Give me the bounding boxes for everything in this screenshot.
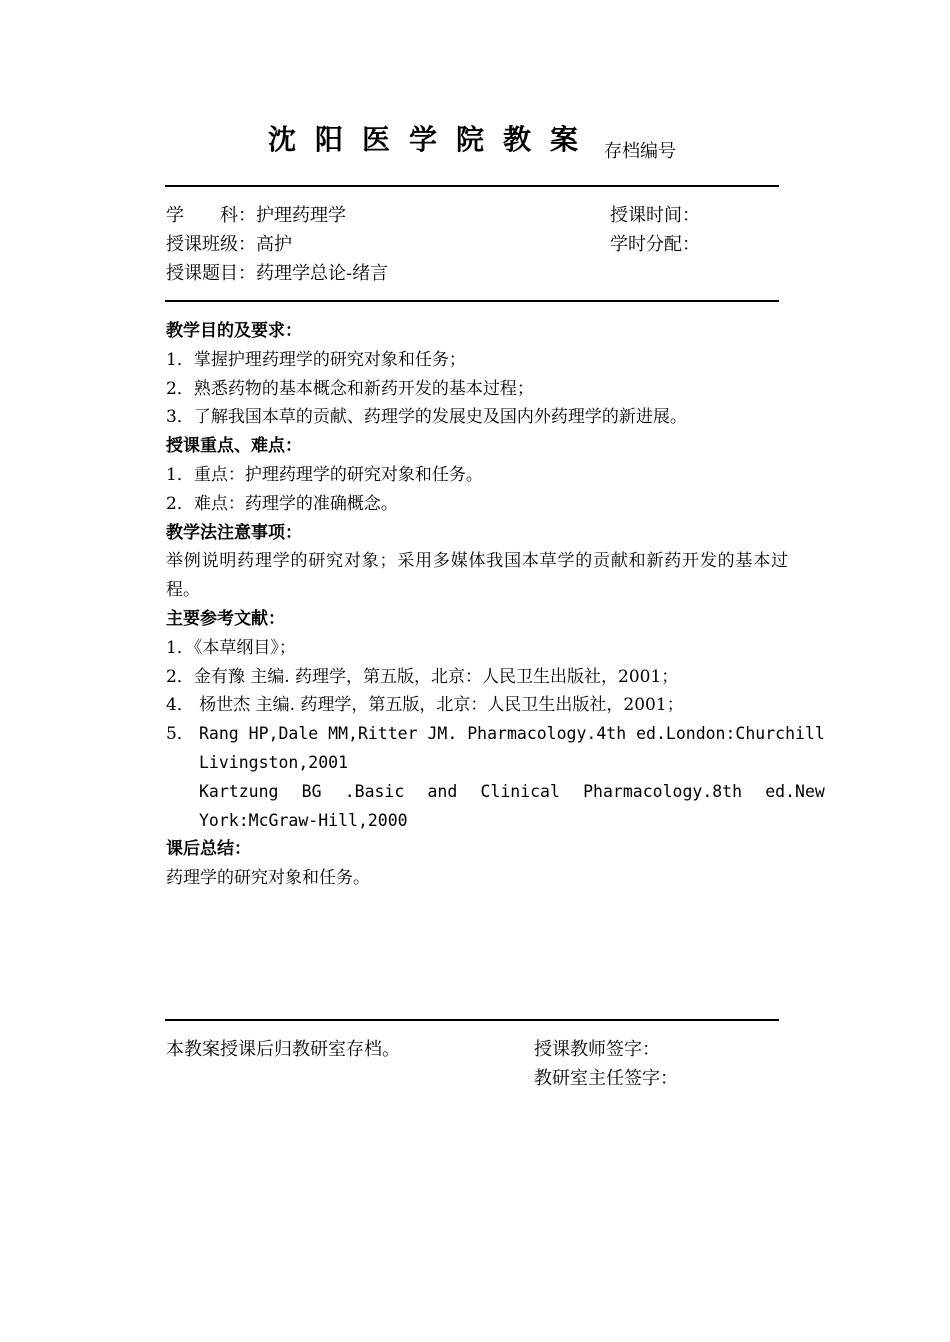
topic-label: 授课题目： (166, 263, 256, 284)
keypoints-heading: 授课重点、难点： (166, 436, 302, 457)
reference-item: 1．《本草纲目》； (166, 637, 296, 658)
reference-english-body (199, 720, 825, 835)
top-divider (165, 185, 779, 187)
references-heading: 主要参考文献： (166, 608, 285, 629)
teacher-signature-label: 授课教师签字： (534, 1039, 660, 1060)
objectives-heading: 教学目的及要求： (166, 321, 302, 341)
director-signature-label: 教研室主任签字： (534, 1068, 678, 1089)
reference-line: York:McGraw-Hill,2000 (199, 810, 408, 830)
keypoint-item: 1．重点：护理药理学的研究对象和任务。 (166, 464, 483, 485)
archive-note: 本教案授课后归教研室存档。 (166, 1039, 400, 1060)
class-row (166, 231, 292, 259)
summary-text: 药理学的研究对象和任务。 (166, 868, 370, 889)
time-label: 授课时间： (610, 205, 700, 226)
keypoint-item: 2．难点：药理学的准确概念。 (166, 493, 398, 514)
document-title: 沈阳医学院教案 (268, 123, 598, 156)
header-divider (165, 300, 779, 302)
class-value: 高护 (256, 234, 292, 255)
lesson-content (166, 317, 825, 893)
class-label: 授课班级： (166, 234, 256, 255)
objective-item: 2．熟悉药物的基本概念和新药开发的基本过程； (166, 378, 534, 399)
topic-row (166, 260, 388, 288)
reference-line: Rang HP,Dale MM,Ritter JM. Pharmacology.4th ed.London:Churchill (199, 724, 825, 744)
subject-value: 护理药理学 (256, 205, 346, 226)
topic-value: 药理学总论-绪言 (256, 263, 389, 284)
method-text: 举例说明药理学的研究对象；采用多媒体我国本草学的贡献和新药开发的基本过程。 (166, 551, 788, 601)
hours-label: 学时分配： (610, 234, 700, 255)
subject-label: 学 科： (166, 205, 256, 226)
reference-item: 2．金有豫 主编. 药理学，第五版，北京：人民卫生出版社，2001； (166, 666, 679, 687)
archive-number-label: 存档编号 (604, 141, 676, 162)
reference-line: Kartzung BG .Basic and Clinical Pharmacology.8th ed.New (199, 781, 825, 801)
reference-item-english (166, 720, 825, 835)
summary-heading: 课后总结： (166, 839, 251, 860)
reference-number: 5． (166, 724, 194, 745)
reference-item: 4． 杨世杰 主编. 药理学，第五版，北京：人民卫生出版社，2001； (166, 695, 684, 716)
objective-item: 1．掌握护理药理学的研究对象和任务； (166, 349, 466, 370)
objective-item: 3．了解我国本草的贡献、药理学的发展史及国内外药理学的新进展。 (166, 407, 687, 428)
footer-divider (165, 1019, 779, 1021)
method-heading: 教学法注意事项： (166, 522, 302, 543)
reference-line: Livingston,2001 (199, 752, 349, 772)
subject-row (166, 202, 346, 230)
